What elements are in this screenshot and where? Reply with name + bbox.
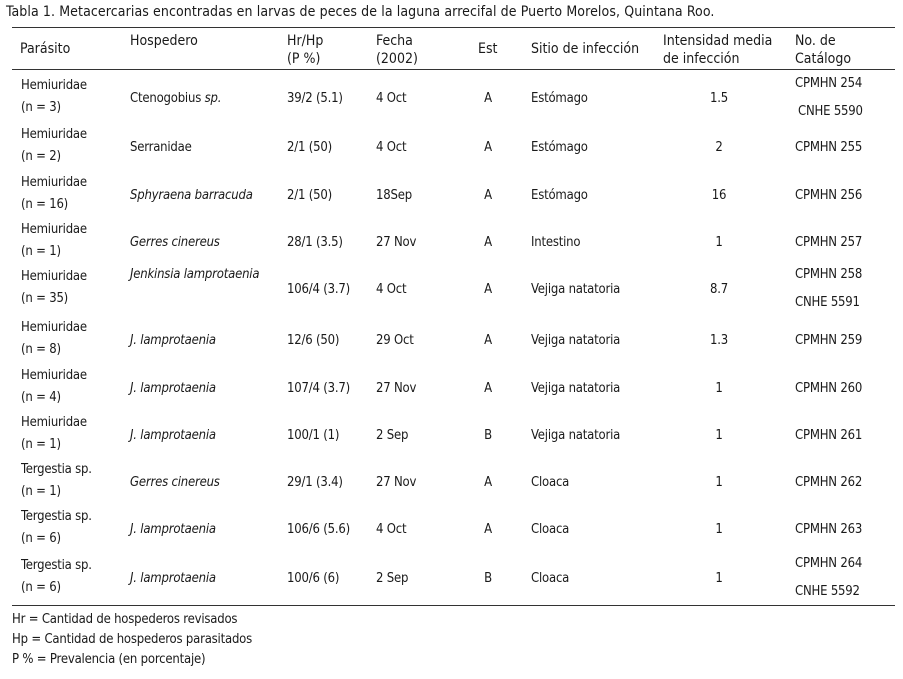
- cell-fecha: 2 Sep: [376, 571, 409, 586]
- cell-est: B: [484, 428, 492, 443]
- header-fecha-line2: (2002): [376, 51, 418, 67]
- cell-fecha: 18Sep: [376, 188, 412, 203]
- cell-catalogo: CPMHN 257: [795, 235, 863, 250]
- cell-sitio: Vejiga natatoria: [531, 428, 621, 443]
- cell-hrhp: 106/4 (3.7): [287, 282, 350, 297]
- cell-hospedero: [130, 425, 216, 447]
- cell-fecha: 27 Nov: [376, 475, 417, 490]
- note-hp: Hp = Cantidad de hospederos parasitados: [12, 632, 253, 647]
- cell-parasito: Hemiuridae: [21, 78, 87, 93]
- cell-est: A: [484, 333, 492, 348]
- cell-sitio: Intestino: [531, 235, 581, 250]
- hospedero-suffix: sp.: [201, 91, 222, 106]
- header-sitio: Sitio de infección: [531, 41, 640, 57]
- table-row: [12, 75, 895, 123]
- cell-est: A: [484, 522, 492, 537]
- cell-hospedero: [130, 185, 253, 207]
- cell-fecha: 4 Oct: [376, 522, 407, 537]
- table-notes: [12, 610, 252, 670]
- cell-catalogo: CPMHN 256: [795, 188, 863, 203]
- cell-hrhp: 107/4 (3.7): [287, 381, 350, 396]
- cell-hospedero: [130, 88, 221, 110]
- hospedero-name: J. lamprotaenia: [130, 522, 216, 537]
- cell-est: A: [484, 381, 492, 396]
- header-catalogo: [795, 32, 851, 68]
- top-rule: [12, 27, 895, 28]
- table-row: [12, 172, 895, 220]
- cell-n: (n = 6): [21, 580, 61, 595]
- header-intensidad: [663, 32, 772, 68]
- table-row: [12, 124, 895, 172]
- hospedero-name: Gerres cinereus: [130, 475, 220, 490]
- table-row: [12, 317, 895, 365]
- hospedero-name: J. lamprotaenia: [130, 333, 216, 348]
- cell-hrhp: 29/1 (3.4): [287, 475, 343, 490]
- cell-fecha: 4 Oct: [376, 91, 407, 106]
- cell-fecha: 29 Oct: [376, 333, 414, 348]
- cell-catalogo: CPMHN 262: [795, 475, 863, 490]
- header-catalogo-line2: Catálogo: [795, 51, 852, 67]
- cell-catalogo-1: CPMHN 264: [795, 556, 863, 571]
- cell-intensidad: 1: [715, 428, 723, 443]
- header-hrhp: [287, 32, 323, 68]
- cell-n: (n = 4): [21, 390, 61, 405]
- cell-sitio: Estómago: [531, 91, 588, 106]
- header-intensidad-line2: de infección: [663, 51, 740, 67]
- cell-n: (n = 1): [21, 244, 61, 259]
- cell-hospedero: [130, 519, 216, 541]
- cell-sitio: Estómago: [531, 188, 588, 203]
- cell-n: (n = 1): [21, 437, 61, 452]
- cell-sitio: Cloaca: [531, 571, 570, 586]
- cell-parasito: Hemiuridae: [21, 269, 87, 284]
- cell-catalogo-1: CPMHN 254: [795, 76, 863, 91]
- cell-n: (n = 8): [21, 342, 61, 357]
- hospedero-name: Jenkinsia lamprotaenia: [130, 267, 260, 282]
- cell-intensidad: 1: [715, 235, 723, 250]
- table-row: [12, 365, 895, 413]
- cell-intensidad: 1.3: [710, 333, 728, 348]
- cell-fecha: 4 Oct: [376, 282, 407, 297]
- cell-intensidad: 1: [715, 571, 723, 586]
- header-intensidad-line1: Intensidad media: [663, 33, 773, 49]
- cell-est: A: [484, 91, 492, 106]
- table-row: [12, 506, 895, 554]
- table-caption: Tabla 1. Metacercarias encontradas en larvas de peces de la laguna arrecifal de Puerto Morelos, Quintana Roo.: [6, 4, 715, 20]
- cell-catalogo: CPMHN 261: [795, 428, 863, 443]
- header-rule: [12, 69, 895, 70]
- cell-est: A: [484, 235, 492, 250]
- cell-fecha: 2 Sep: [376, 428, 409, 443]
- hospedero-name: Ctenogobius: [130, 91, 202, 106]
- header-fecha: [376, 32, 418, 68]
- header-est: Est: [478, 41, 498, 57]
- header-hospedero: Hospedero: [130, 33, 198, 49]
- cell-hrhp: 2/1 (50): [287, 188, 332, 203]
- table-row: [12, 266, 895, 314]
- hospedero-name: Sphyraena barracuda: [130, 188, 253, 203]
- cell-catalogo-2: CNHE 5590: [798, 104, 863, 119]
- cell-parasito: Tergestia sp.: [21, 509, 92, 524]
- table-row: [12, 555, 895, 603]
- table-row: [12, 219, 895, 267]
- cell-catalogo-2: CNHE 5591: [795, 295, 860, 310]
- cell-intensidad: 1: [715, 522, 723, 537]
- cell-hospedero: [130, 568, 216, 590]
- cell-hrhp: 100/6 (6): [287, 571, 340, 586]
- cell-est: A: [484, 188, 492, 203]
- cell-fecha: 4 Oct: [376, 140, 407, 155]
- cell-hospedero: [130, 378, 216, 400]
- cell-intensidad: 8.7: [710, 282, 728, 297]
- cell-sitio: Cloaca: [531, 522, 570, 537]
- cell-hospedero: [130, 264, 259, 286]
- cell-parasito: Tergestia sp.: [21, 558, 92, 573]
- header-hrhp-line1: Hr/Hp: [287, 33, 324, 49]
- cell-sitio: Vejiga natatoria: [531, 333, 621, 348]
- cell-sitio: Vejiga natatoria: [531, 282, 621, 297]
- cell-sitio: Estómago: [531, 140, 588, 155]
- cell-n: (n = 6): [21, 531, 61, 546]
- hospedero-name: Gerres cinereus: [130, 235, 220, 250]
- cell-intensidad: 2: [715, 140, 723, 155]
- cell-catalogo: CPMHN 259: [795, 333, 863, 348]
- cell-parasito: Hemiuridae: [21, 175, 87, 190]
- cell-intensidad: 1: [715, 475, 723, 490]
- hospedero-name: J. lamprotaenia: [130, 571, 216, 586]
- cell-sitio: Cloaca: [531, 475, 570, 490]
- cell-n: (n = 2): [21, 149, 61, 164]
- header-fecha-line1: Fecha: [376, 33, 413, 49]
- cell-catalogo: CPMHN 263: [795, 522, 863, 537]
- cell-fecha: 27 Nov: [376, 381, 417, 396]
- cell-intensidad: 1: [715, 381, 723, 396]
- cell-catalogo: CPMHN 260: [795, 381, 863, 396]
- header-parasito: Parásito: [20, 41, 71, 57]
- cell-intensidad: 1.5: [710, 91, 728, 106]
- cell-hrhp: 100/1 (1): [287, 428, 340, 443]
- cell-hospedero: [130, 232, 220, 254]
- table-row: [12, 459, 895, 507]
- hospedero-name: J. lamprotaenia: [130, 381, 216, 396]
- cell-intensidad: 16: [711, 188, 727, 203]
- cell-n: (n = 3): [21, 100, 61, 115]
- hospedero-name: J. lamprotaenia: [130, 428, 216, 443]
- cell-hrhp: 28/1 (3.5): [287, 235, 343, 250]
- note-hr: Hr = Cantidad de hospederos revisados: [12, 612, 238, 627]
- bottom-rule: [12, 605, 895, 606]
- note-p: P % = Prevalencia (en porcentaje): [12, 652, 206, 667]
- cell-parasito: Tergestia sp.: [21, 462, 92, 477]
- cell-hrhp: 39/2 (5.1): [287, 91, 343, 106]
- cell-est: A: [484, 140, 492, 155]
- header-hrhp-line2: (P %): [287, 51, 321, 67]
- cell-catalogo: CPMHN 255: [795, 140, 863, 155]
- cell-est: B: [484, 571, 492, 586]
- cell-parasito: Hemiuridae: [21, 127, 87, 142]
- cell-hrhp: 2/1 (50): [287, 140, 332, 155]
- cell-catalogo-1: CPMHN 258: [795, 267, 863, 282]
- cell-parasito: Hemiuridae: [21, 222, 87, 237]
- hospedero-name: Serranidae: [130, 140, 192, 155]
- cell-hrhp: 106/6 (5.6): [287, 522, 350, 537]
- cell-est: A: [484, 475, 492, 490]
- cell-sitio: Vejiga natatoria: [531, 381, 621, 396]
- cell-n: (n = 16): [21, 197, 69, 212]
- cell-catalogo-2: CNHE 5592: [795, 584, 860, 599]
- cell-hospedero: [130, 137, 192, 159]
- cell-est: A: [484, 282, 492, 297]
- header-catalogo-line1: No. de: [795, 33, 836, 49]
- cell-hospedero: [130, 330, 216, 352]
- cell-hospedero: [130, 472, 220, 494]
- cell-n: (n = 1): [21, 484, 61, 499]
- cell-parasito: Hemiuridae: [21, 320, 87, 335]
- cell-fecha: 27 Nov: [376, 235, 417, 250]
- cell-parasito: Hemiuridae: [21, 415, 87, 430]
- cell-hrhp: 12/6 (50): [287, 333, 340, 348]
- table-row: [12, 412, 895, 460]
- cell-n: (n = 35): [21, 291, 69, 306]
- cell-parasito: Hemiuridae: [21, 368, 87, 383]
